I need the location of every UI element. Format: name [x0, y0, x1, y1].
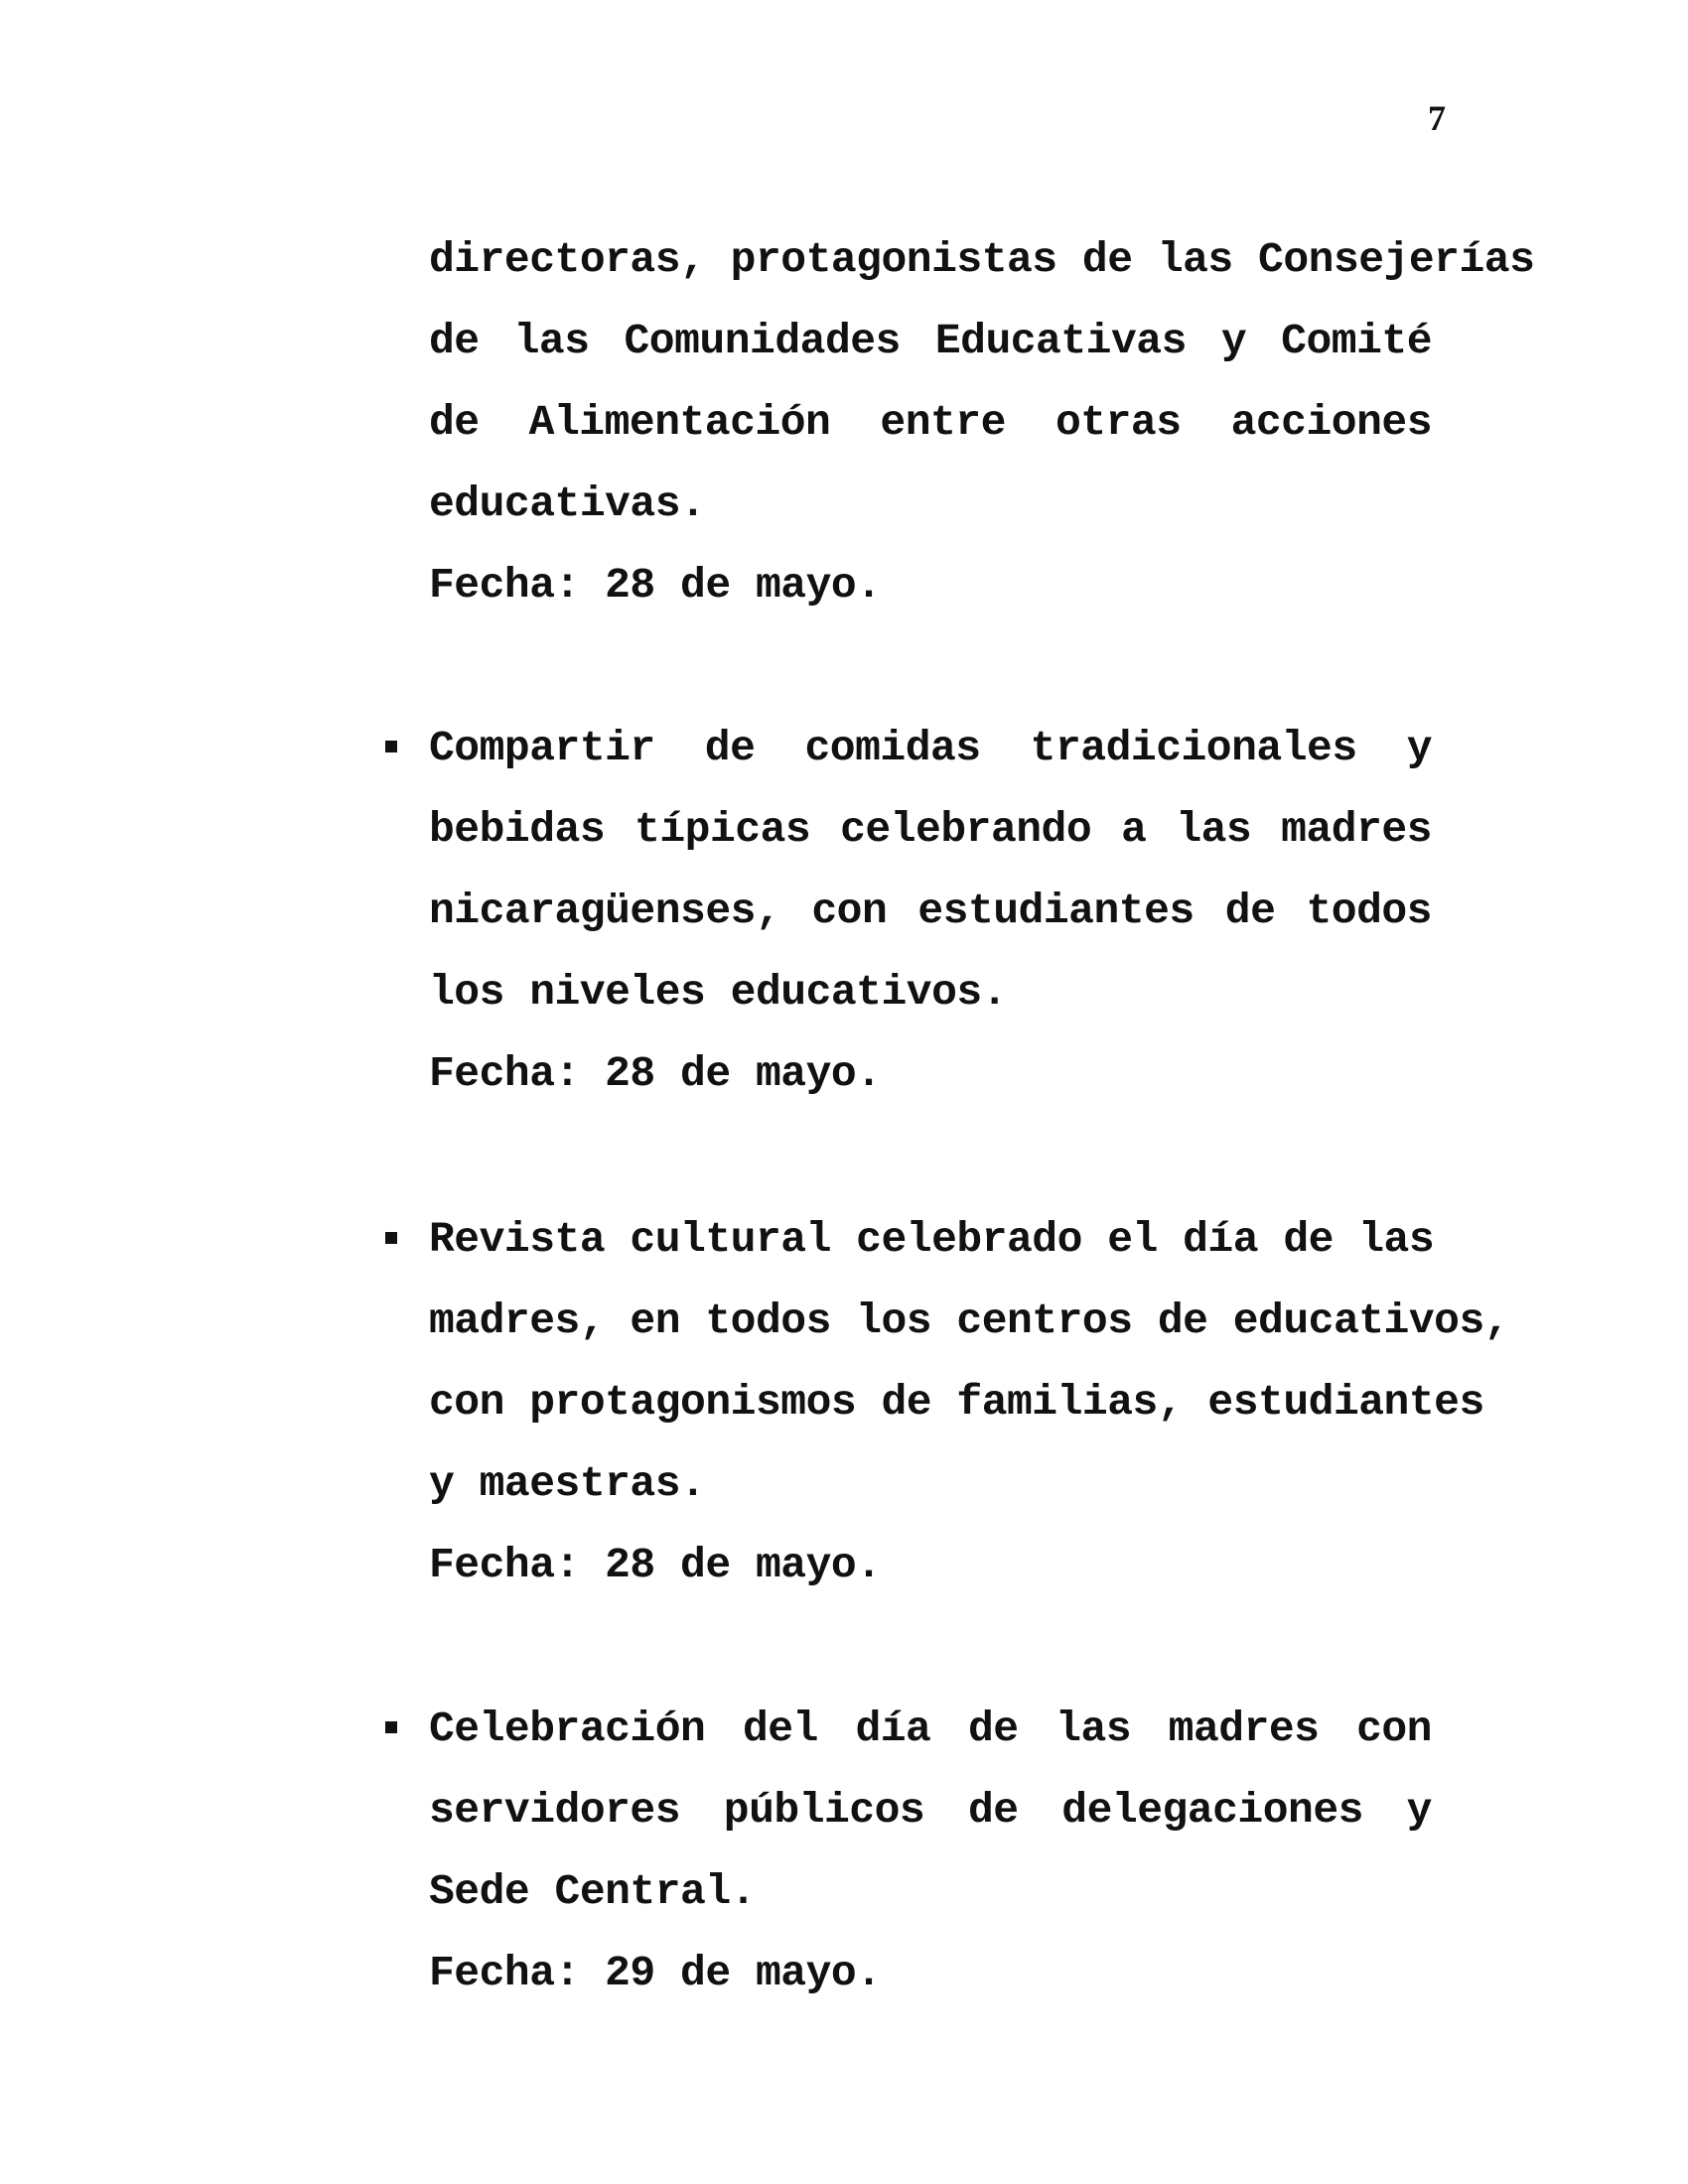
list-item-line: con protagonismos de familias, estudiantes: [429, 1378, 1484, 1427]
list-item-line: Revista cultural celebrado el día de las: [429, 1215, 1435, 1264]
list-item-line: bebidas típicas celebrando a las madres: [429, 805, 1432, 854]
square-bullet-icon: [385, 1721, 397, 1733]
square-bullet-icon: [385, 741, 397, 752]
list-item-line: Sede Central.: [429, 1867, 756, 1916]
paragraph-line: educativas.: [429, 479, 706, 528]
paragraph-line: de Alimentación entre otras acciones: [429, 398, 1432, 447]
list-item-line: los niveles educativos.: [429, 968, 1007, 1017]
date-line: Fecha: 28 de mayo.: [429, 1541, 882, 1589]
date-line: Fecha: 28 de mayo.: [429, 1049, 882, 1098]
page-number: 7: [1428, 98, 1446, 138]
list-item-line: Compartir de comidas tradicionales y: [429, 724, 1432, 772]
list-item-line: servidores públicos de delegaciones y: [429, 1786, 1432, 1835]
list-item-line: madres, en todos los centros de educativos,: [429, 1297, 1510, 1345]
list-item-line: y maestras.: [429, 1459, 706, 1508]
date-line: Fecha: 29 de mayo.: [429, 1949, 882, 1997]
date-line: Fecha: 28 de mayo.: [429, 561, 882, 610]
paragraph-line: directoras, protagonistas de las Consejerías: [429, 235, 1535, 284]
list-item-line: nicaragüenses, con estudiantes de todos: [429, 887, 1432, 935]
paragraph-line: de las Comunidades Educativas y Comité: [429, 317, 1432, 365]
square-bullet-icon: [385, 1232, 397, 1244]
list-item-line: Celebración del día de las madres con: [429, 1705, 1432, 1753]
